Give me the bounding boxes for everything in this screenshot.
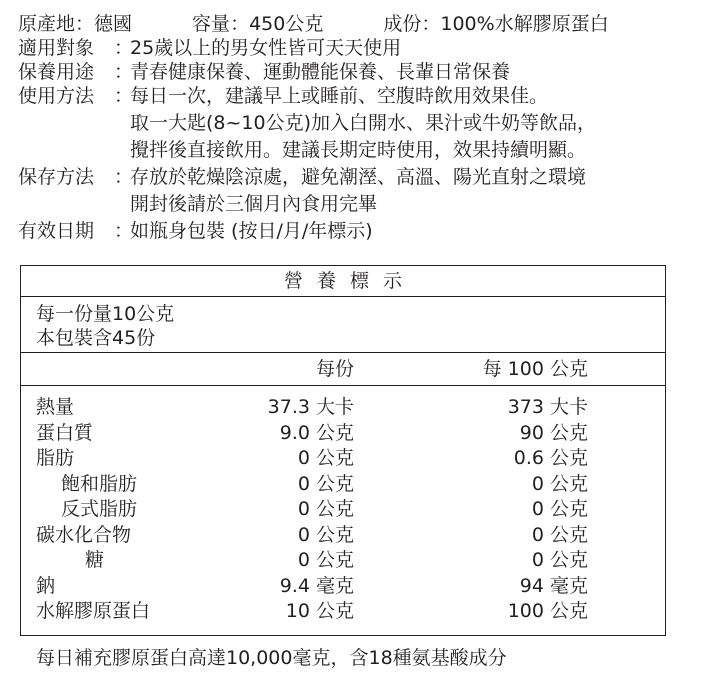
nutrient-per-100g: 90 公克 [519,421,588,444]
nutrient-row [21,395,665,421]
colon: ： [114,166,134,188]
capacity-value: 450公克 [249,13,324,35]
nutrient-per-serving: 0 公克 [297,447,354,469]
capacity-pair [192,12,323,36]
nutrient-per-100g: 100 公克 [507,600,588,622]
ingredient-label: 成份 [383,13,422,35]
col-per-serving: 每份 [315,358,354,380]
usage-label: 使用方法 [18,85,95,107]
nutrient-row [21,421,665,447]
nutrient-per-serving: 0 公克 [297,498,354,520]
nutrient-name: 飽和脂肪 [61,472,138,495]
nutrient-row [21,574,665,600]
expiry-row [18,219,708,243]
storage-line: 存放於乾燥陰涼處，避免潮溼、高溫、陽光直射之環境 [130,166,587,188]
nutrient-row [21,446,665,472]
colon: ： [114,85,134,107]
origin-capacity-ingredient-row [18,12,708,36]
capacity-label: 容量 [192,13,231,35]
nutrient-per-serving: 0 公克 [297,523,354,546]
nutrient-per-100g: 0 公克 [531,549,588,571]
column-header [21,353,665,386]
nutrient-per-serving: 37.3 大卡 [267,396,354,418]
nutrient-row [21,548,665,574]
nutrient-name: 反式脂肪 [61,498,138,520]
serving-info [21,297,665,353]
nutrient-name: 蛋白質 [36,421,94,444]
storage-row [18,165,708,189]
nutrient-per-serving: 10 公克 [285,600,354,622]
usage-row [18,84,708,108]
usage-line: 每日一次，建議早上或睡前、空腹時飲用效果佳。 [130,85,549,107]
target-label: 適用對象 [18,37,95,59]
ingredient-pair [383,12,608,36]
nutrition-facts-table [20,265,666,636]
col-per-100g: 每 100 公克 [482,358,588,380]
storage-label: 保存方法 [18,166,95,188]
nutrient-name: 鈉 [36,574,56,597]
nutrient-name: 糖 [85,549,105,571]
nutrient-row [21,497,665,523]
nutrient-per-100g: 0.6 公克 [513,447,588,469]
target-value: 25歲以上的男女性皆可天天使用 [130,37,402,59]
purpose-label: 保養用途 [18,61,95,83]
nutrient-per-100g: 0 公克 [531,523,588,546]
target-row [18,36,708,60]
nutrient-per-serving: 0 公克 [297,472,354,495]
nutrient-row [21,472,665,498]
nutrient-name: 水解膠原蛋白 [36,600,151,622]
expiry-value: 如瓶身包裝 (按日/月/年標示) [130,220,373,242]
origin-value: 德國 [94,13,133,35]
colon: ： [75,13,95,35]
origin-pair [18,12,132,36]
colon: ： [230,13,250,35]
nutrient-name: 脂肪 [36,447,75,469]
colon: ： [114,220,134,242]
nutrient-row [21,599,665,625]
footer-note: 每日補充膠原蛋白高達10,000毫克，含18種氨基酸成分 [36,647,507,669]
nutrient-name: 熱量 [36,396,75,418]
servings-per-package: 本包裝含45份 [36,327,156,349]
storage-line: 開封後請於三個月內食用完畢 [130,193,378,215]
usage-line: 攪拌後直接飲用。建議長期定時使用，效果持續明顯。 [130,139,587,161]
serving-size: 每一份量10公克 [36,303,175,325]
colon: ： [421,13,441,35]
nutrition-title: 營養標示 [21,266,665,297]
nutrient-per-100g: 0 公克 [531,472,588,495]
nutrient-row [21,523,665,549]
nutrient-per-serving: 9.0 公克 [279,421,354,444]
nutrient-per-serving: 9.4 毫克 [279,574,354,597]
colon: ： [114,61,134,83]
nutrient-per-serving: 0 公克 [297,549,354,571]
purpose-row [18,60,708,84]
expiry-label: 有效日期 [18,220,95,242]
nutrient-per-100g: 0 公克 [531,498,588,520]
nutrient-per-100g: 373 大卡 [507,396,588,418]
nutrient-name: 碳水化合物 [36,523,132,546]
purpose-value: 青春健康保養、運動體能保養、長輩日常保養 [130,61,511,83]
usage-line: 取一大匙(8~10公克)加入白開水、果汁或牛奶等飲品， [130,112,597,134]
product-info [18,12,708,243]
origin-label: 原產地 [18,13,76,35]
nutrient-list [21,386,665,625]
colon: ： [114,37,134,59]
ingredient-value: 100%水解膠原蛋白 [440,13,609,35]
nutrient-per-100g: 94 毫克 [519,574,588,597]
